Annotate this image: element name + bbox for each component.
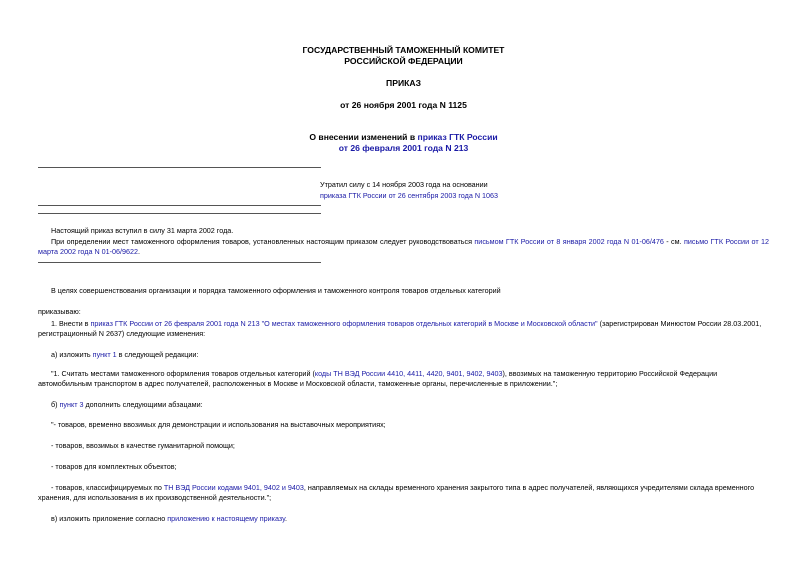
added-item-furniture: - товаров, классифицируемых по ТН ВЭД России кодами 9401, 9402 и 9403, направляемых на склады временного хранения закрытого типа в адрес получателей, являющихся учредителями склада временного хранения, для использования в их производственной деятельности."; [38,483,755,502]
amended-order-date-link[interactable]: от 26 февраля 2001 года N 213 [338,143,469,153]
amended-order-link[interactable]: приказ ГТК России [417,132,498,142]
issuer-line-2: РОССИЙСКОЙ ФЕДЕРАЦИИ [344,56,463,66]
document-title-line-1 [0,132,807,143]
added-item-humanitarian: - товаров, ввозимых в качестве гуманитарной помощи; [51,441,235,450]
point-1-new-text: "1. Считать местами таможенного оформления товаров отдельных категорий (коды ТН ВЭД России 4410, 4411, 4420, 9401, 9402, 9403), ввозимых на таможенную территорию Российской Федерации автомобильным транспортом в адрес получателей, расположенных в Москве и Московской области, таможенные органы, перечисленные в приложении."; [38,369,718,388]
added-item-exhibitions: "- товаров, временно ввозимых для демонстрации и использования на выставочных мероприятиях; [51,420,386,429]
divider [38,167,321,168]
effective-date-note: Настоящий приказ вступил в силу 31 марта 2002 года. [51,226,234,235]
order-213-link[interactable]: приказ ГТК России от 26 февраля 2001 года N 213 "О местах таможенного оформления товаров отдельных категорий в Москве и Московской области" [90,319,598,328]
orders-word: приказываю: [38,307,81,316]
document-type: ПРИКАЗ [386,78,421,88]
repeal-order-link[interactable]: приказа ГТК России от 26 сентября 2003 года N 1063 [320,191,499,200]
tn-ved-furniture-codes-link[interactable]: ТН ВЭД России кодами 9401, 9402 и 9403 [163,483,304,492]
issuer-line-1: ГОСУДАРСТВЕННЫЙ ТАМОЖЕННЫЙ КОМИТЕТ [302,45,505,55]
item-1: 1. Внести в приказ ГТК России от 26 февраля 2001 года N 213 "О местах таможенного оформления товаров отдельных категорий в Москве и Московской области" (зарегистрирован Минюстом России 28.03.2001, регистрационный N 2637) следующие изменения: [38,319,762,338]
added-item-complete-objects: - товаров для комплектных объектов; [51,462,177,471]
divider [38,213,321,214]
item-a: а) изложить пункт 1 в следующей редакции: [51,350,199,359]
point-3-link[interactable]: пункт 3 [59,400,84,409]
divider [38,262,321,263]
tn-ved-codes-link[interactable]: коды ТН ВЭД России 4410, 4411, 4420, 9401, 9402, 9403 [314,369,503,378]
repeal-status: Утратил силу с 14 ноября 2003 года на основании [320,180,488,189]
letter-link-9622[interactable]: письмо ГТК России от 12 марта 2002 года N 01-06/9622 [38,237,770,256]
intro-paragraph: В целях совершенствования организации и порядка таможенного оформления и таможенного контроля товаров отдельных категорий [51,286,501,295]
appendix-link[interactable]: приложению к настоящему приказу [167,514,285,523]
letter-link-476[interactable]: письмом ГТК России от 8 января 2002 года N 01-06/476 [474,237,664,246]
divider [38,205,321,206]
document-date-number: от 26 ноября 2001 года N 1125 [340,100,467,110]
item-b: б) пункт 3 дополнить следующими абзацами: [51,400,203,409]
title-prefix: О внесении изменений в [309,132,418,142]
item-c: в) изложить приложение согласно приложению к настоящему приказу. [51,514,287,523]
guidance-note: При определении мест таможенного оформления товаров, установленных настоящим приказом следует руководствоваться письмом ГТК России от 8 января 2002 года N 01-06/476 - см. письмо ГТК России от 12 марта 2002 года N 01-06/9622. [38,237,770,256]
point-1-link[interactable]: пункт 1 [92,350,117,359]
